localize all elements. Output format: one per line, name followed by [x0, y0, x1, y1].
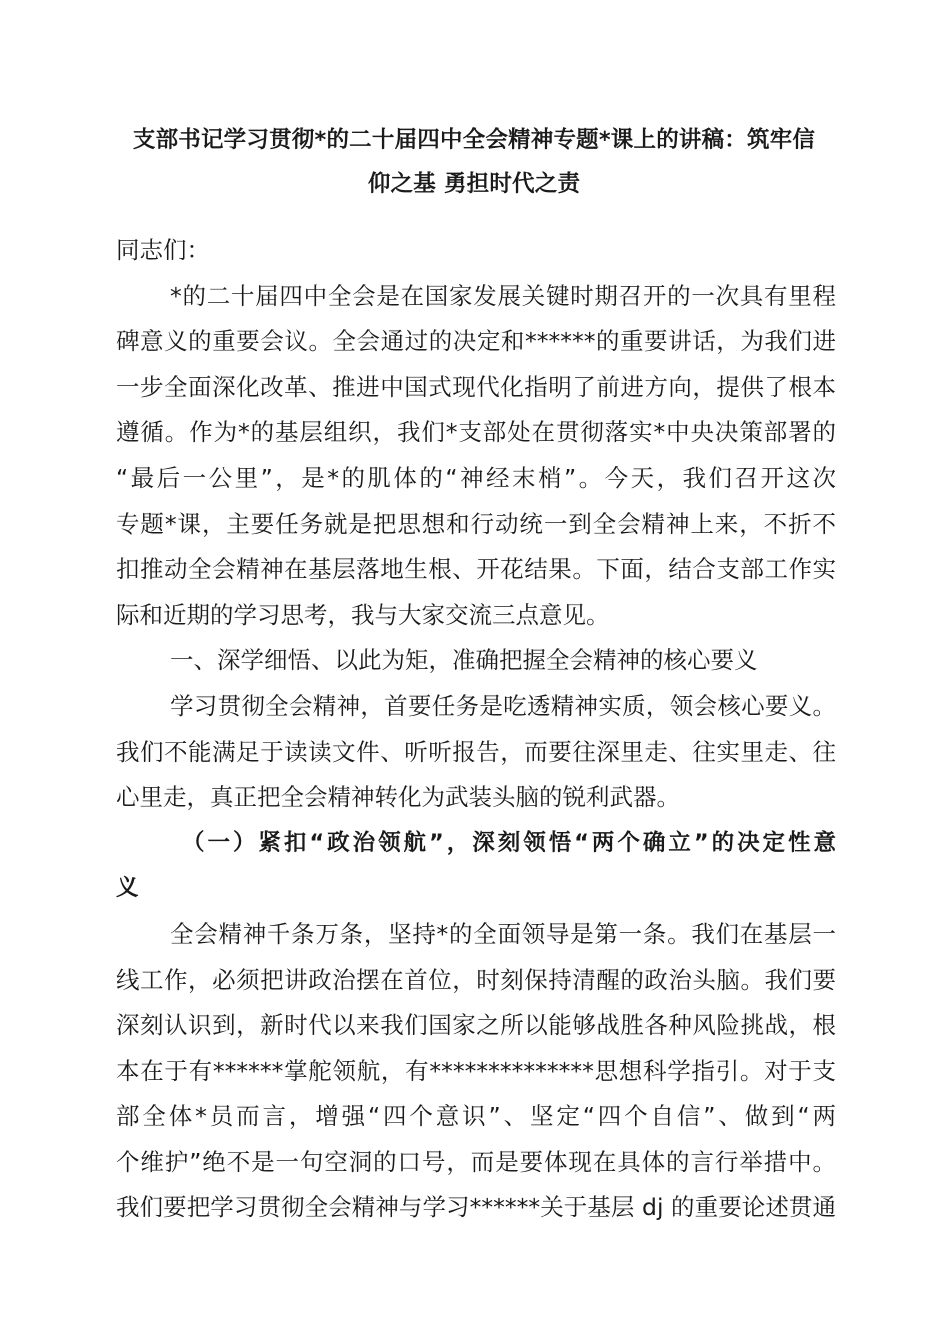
paragraph-line: 我们要把学习贯彻全会精神与学习******关于基层 dj 的重要论述贯通: [116, 1193, 836, 1222]
document-title: [112, 118, 836, 206]
paragraph-line: 扣推动全会精神在基层落地生根、开花结果。下面，结合支部工作实: [116, 555, 836, 584]
paragraph-line: 我们不能满足于读读文件、听听报告，而要往深里走、往实里走、往: [116, 737, 836, 766]
paragraph-line: 个维护”绝不是一句空洞的口号，而是要体现在具体的言行举措中。: [116, 1147, 836, 1176]
subsection-heading: （一）紧扣“政治领航”，深刻领悟“两个确立”的决定性意: [182, 829, 836, 856]
paragraph-line: *的二十届四中全会是在国家发展关键时期召开的一次具有里程: [170, 281, 836, 310]
document-body: [116, 228, 836, 1231]
paragraph-line: 本在于有******掌舵领航，有**************思想科学指引。对于支: [116, 1056, 836, 1085]
paragraph-line: 部全体*员而言，增强“四个意识”、坚定“四个自信”、做到“两: [116, 1102, 836, 1131]
title-line: 支部书记学习贯彻*的二十届四中全会精神专题*课上的讲稿：筑牢信: [132, 127, 816, 153]
paragraph-line: 全会精神千条万条，坚持*的全面领导是第一条。我们在基层一: [170, 919, 836, 948]
paragraph-line: 线工作，必须把讲政治摆在首位，时刻保持清醒的政治头脑。我们要: [116, 965, 836, 994]
title-line: 仰之基 勇担时代之责: [367, 171, 581, 197]
paragraph-line: 深刻认识到，新时代以来我们国家之所以能够战胜各种风险挑战，根: [116, 1011, 836, 1040]
salutation: 同志们：: [116, 236, 210, 264]
paragraph-line: 专题*课，主要任务就是把思想和行动统一到全会精神上来，不折不: [116, 509, 836, 538]
paragraph-line: 碑意义的重要会议。全会通过的决定和******的重要讲话，为我们进: [116, 327, 836, 356]
subsection-heading: 义: [116, 875, 139, 902]
section-heading: 一、深学细悟、以此为矩，准确把握全会精神的核心要义: [170, 646, 758, 675]
paragraph-line: 一步全面深化改革、推进中国式现代化指明了前进方向，提供了根本: [116, 372, 836, 401]
paragraph-line: 际和近期的学习思考，我与大家交流三点意见。: [116, 600, 610, 629]
paragraph-line: 遵循。作为*的基层组织，我们*支部处在贯彻落实*中央决策部署的: [116, 418, 836, 447]
paragraph-line: 学习贯彻全会精神，首要任务是吃透精神实质，领会核心要义。: [170, 691, 836, 720]
paragraph-line: 心里走，真正把全会精神转化为武装头脑的锐利武器。: [116, 783, 680, 812]
paragraph-line: “最后一公里”，是*的肌体的“神经末梢”。今天，我们召开这次: [116, 463, 836, 492]
